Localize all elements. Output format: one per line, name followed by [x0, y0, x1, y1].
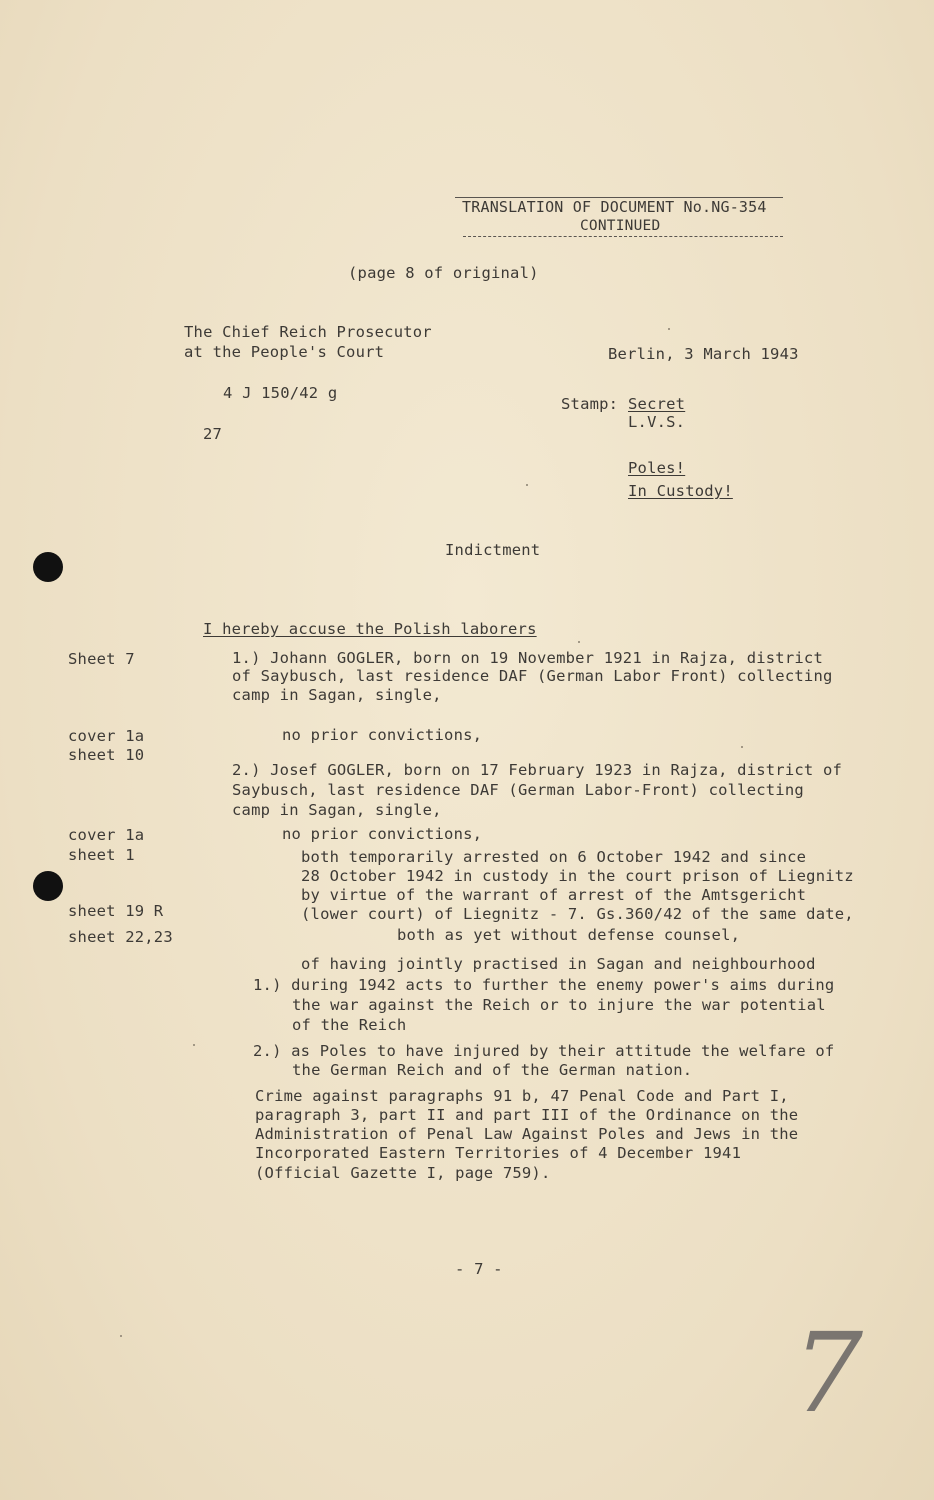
- accused-1-line-3: camp in Sagan, single,: [232, 686, 442, 704]
- charge-intro: of having jointly practised in Sagan and neighbourhood: [301, 955, 816, 973]
- header-continued: CONTINUED: [580, 218, 661, 234]
- paper-speck: [668, 328, 670, 330]
- charge-2-line-1: 2.) as Poles to have injured by their attitude the welfare of: [253, 1042, 835, 1060]
- sender-line-2: at the People's Court: [184, 343, 385, 361]
- stamp-lvs: L.V.S.: [628, 413, 686, 431]
- page-reference: (page 8 of original): [348, 264, 539, 282]
- crime-line-5: (Official Gazette I, page 759).: [255, 1164, 551, 1182]
- charge-1-line-1: 1.) during 1942 acts to further the enemy power's aims during: [253, 976, 835, 994]
- place-date: Berlin, 3 March 1943: [608, 345, 799, 363]
- charge-2-line-2: the German Reich and of the German nation.: [292, 1061, 693, 1079]
- accused-2-line-3: camp in Sagan, single,: [232, 801, 442, 819]
- stamp-custody: In Custody!: [628, 482, 733, 500]
- document-title: Indictment: [445, 541, 541, 559]
- charge-1-line-2: the war against the Reich or to injure the war potential: [292, 996, 826, 1014]
- header-bottom-rule: [463, 236, 783, 237]
- paper-speck: [578, 641, 580, 643]
- accused-2-line-1: 2.) Josef GOGLER, born on 17 February 1923 in Rajza, district of: [232, 761, 843, 779]
- arrest-line-2: 28 October 1942 in custody in the court prison of Liegnitz: [301, 867, 854, 885]
- margin-note: sheet 22,23: [68, 928, 173, 946]
- arrest-line-4: (lower court) of Liegnitz - 7. Gs.360/42 of the same date,: [301, 905, 854, 923]
- margin-note: cover 1a: [68, 826, 145, 844]
- punch-hole-bottom: [33, 871, 63, 901]
- crime-line-1: Crime against paragraphs 91 b, 47 Penal Code and Part I,: [255, 1087, 789, 1105]
- stamp-secret: Secret: [628, 395, 686, 413]
- file-number: 4 J 150/42 g: [223, 384, 338, 402]
- arrest-line-5: both as yet without defense counsel,: [397, 926, 741, 944]
- accused-1-line-4: no prior convictions,: [282, 726, 483, 744]
- accused-1-line-1: 1.) Johann GOGLER, born on 19 November 1921 in Rajza, district: [232, 649, 823, 667]
- page-number: - 7 -: [455, 1260, 503, 1278]
- margin-note: cover 1a: [68, 727, 145, 745]
- arrest-line-1: both temporarily arrested on 6 October 1942 and since: [301, 848, 807, 866]
- crime-line-3: Administration of Penal Law Against Poles and Jews in the: [255, 1125, 799, 1143]
- paper-speck: [193, 1044, 195, 1046]
- sender-line-1: The Chief Reich Prosecutor: [184, 323, 432, 341]
- accused-2-line-2: Saybusch, last residence DAF (German Labor-Front) collecting: [232, 781, 804, 799]
- paper-speck: [526, 484, 528, 486]
- charge-1-line-3: of the Reich: [292, 1016, 407, 1034]
- margin-note: sheet 10: [68, 746, 145, 764]
- crime-line-4: Incorporated Eastern Territories of 4 December 1941: [255, 1144, 742, 1162]
- margin-note: Sheet 7: [68, 650, 135, 668]
- header-title: TRANSLATION OF DOCUMENT No.NG-354: [462, 198, 767, 216]
- crime-line-2: paragraph 3, part II and part III of the Ordinance on the: [255, 1106, 799, 1124]
- punch-hole-top: [33, 552, 63, 582]
- accused-1-line-2: of Saybusch, last residence DAF (German Labor Front) collecting: [232, 667, 833, 685]
- paper-speck: [120, 1335, 122, 1337]
- arrest-line-3: by virtue of the warrant of arrest of the Amtsgericht: [301, 886, 807, 904]
- margin-note: sheet 19 R: [68, 902, 164, 920]
- handwritten-page-number: 7: [778, 1309, 876, 1437]
- accused-2-line-4: no prior convictions,: [282, 825, 483, 843]
- stamp-poles: Poles!: [628, 459, 686, 477]
- stamp-label: Stamp:: [561, 395, 619, 413]
- margin-note: sheet 1: [68, 846, 135, 864]
- document-number: 27: [203, 425, 223, 443]
- intro-line: I hereby accuse the Polish laborers: [203, 620, 537, 638]
- paper-speck: [741, 746, 743, 748]
